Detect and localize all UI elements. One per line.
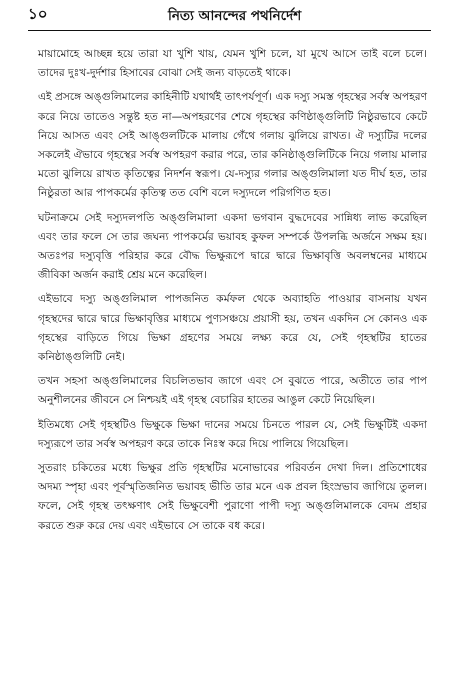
paragraph: এইভাবে দস্যু অঙ্গুলিমাল পাপজনিত কর্মফল থেকে অব্যাহতি পাওয়ার বাসনায় যখন গৃহস্থদের দ্বারে দ্বারে ভিক্ষাবৃত্তির মাধ্যমে পুণ্যসঞ্চয়ে প্রয়াসী হয়, তখন একদিন সে কোনও এক গৃহস্থের বাড়িতে গিয়ে ভিক্ষা গ্রহণের সময়ে লক্ষ্য করে যে, সেই গৃহস্থটির হাতের কনিষ্ঠাঙ্গুলিটি নেই।: [38, 293, 427, 364]
page-number: ১০: [28, 5, 48, 23]
paragraph: ঘটনাক্রমে সেই দস্যুদলপতি অঙ্গুলিমালা একদা ভগবান বুদ্ধদেবের সান্নিধ্য লাভ করেছিল এবং তার ফলে সে তার জঘন্য পাপকর্মের ভয়াবহ কুফল সম্পর্কে উপলব্ধি অর্জনে সক্ষম হয়। অতঃপর দস্যুবৃত্তি পরিহার করে বৌদ্ধ ভিক্ষুরূপে দ্বারে দ্বারে ভিক্ষাবৃত্তি অবলম্বনের মাধ্যমে জীবিকা অর্জন করাই শ্রেয় মনে করেছিল।: [38, 211, 427, 282]
running-title: নিত্য আনন্দের পথনির্দেশ: [168, 8, 302, 24]
paragraph: তখন সহসা অঙ্গুলিমালের বিচলিতভাব জাগে এবং সে বুঝতে পারে, অতীতে তার পাপ অনুশীলনের জীবনে সে নিশ্চয়ই এই গৃহস্থ বেচারির হাতের আঙুল কেটে নিয়েছিল।: [38, 375, 427, 407]
body-text: [38, 45, 427, 536]
paragraph: সুতরাং চকিতের মধ্যে ভিক্ষুর প্রতি গৃহস্থটির মনোভাবের পরিবর্তন দেখা দিল। প্রতিশোধের অদম্য স্পৃহা এবং পূর্বস্মৃতিজনিত ভয়াবহ ভীতি তার মনে এক প্রবল হিংস্রভাব জাগিয়ে তুলল। ফলে, সেই গৃহস্থ তৎক্ষণাৎ সেই ভিক্ষুবেশী পুরাণো পাপী দস্যু অঙ্গুলিমালকে বেদম প্রহার করতে শুরু করে দেয় এবং এইভাবে সে তাকে বধ করে।: [38, 462, 427, 532]
paragraph: মায়ামোহে আচ্ছন্ন হয়ে তারা যা খুশি খায়, যেমন খুশি চলে, যা মুখে আসে তাই বলে চলে। তাদের দুঃখ-দুর্দশার হিসাবের বোঝা সেই জন্য বাড়তেই থাকে।: [38, 48, 427, 80]
paragraph: এই প্রসঙ্গে অঙ্গুলিমালের কাহিনীটি যথার্থই তাৎপর্যপূর্ণ। এক দস্যু সমস্ত গৃহস্থের সর্বস্ব অপহরণ করে নিয়ে তাতেও সন্তুষ্ট হত না—অপহরণের শেষে গৃহস্থের কণিষ্ঠাঙ্গুলিটি নিষ্ঠুরভাবে কেটে নিয়ে আসত এবং সেই আঙ্গুলটিকে মালায় গেঁথে গলায় ঝুলিয়ে রাখত। ঐ দস্যুটির দলের সকলেই ঐভাবে গৃহস্থের সর্বস্ব অপহরণ করার পরে, তার কনিষ্ঠাঙ্গুলিটিকে নিয়ে গলায় মালার মতো ঝুলিয়ে রাখত কৃতিত্বের নিদর্শন স্বরূপ। যে-দস্যুর গলার অঙ্গুলিমালা যত দীর্ঘ হত, তার নিষ্ঠুরতা আর পাপকর্মের কৃতিত্ব তত বেশি বলে দস্যুদলে পরিগণিত হত।: [38, 91, 427, 200]
page-header: [28, 6, 431, 31]
paragraph: ইতিমধ্যে সেই গৃহস্থটিও ভিক্ষুকে ভিক্ষা দানের সময়ে চিনতে পারল যে, সেই ভিক্ষুটিই একদা দস্যুরূপে তার সর্বস্ব অপহরণ করে তাকে নিঃস্ব করে দিয়ে পালিয়ে গিয়েছিল।: [38, 418, 427, 450]
